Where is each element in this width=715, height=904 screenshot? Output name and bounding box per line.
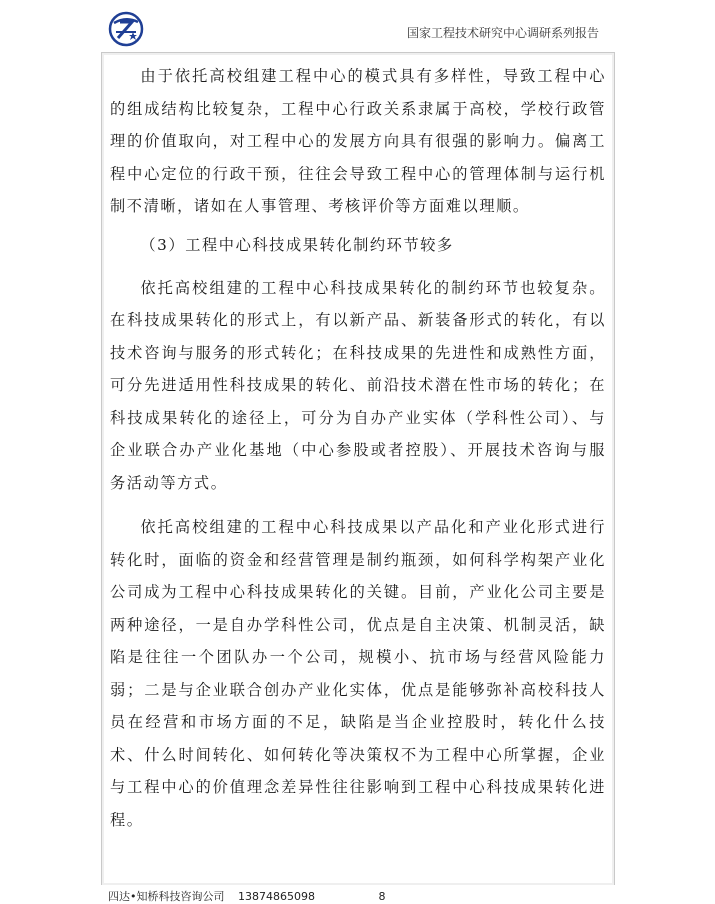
report-series-title: 国家工程技术研究中心调研系列报告 xyxy=(406,26,599,40)
page-header xyxy=(0,0,715,48)
page-number: 8 xyxy=(378,890,386,903)
paragraph-industrialization: 依托高校组建的工程中心科技成果以产品化和产业化形式进行转化时，面临的资金和经营管理是制约瓶颈，如何科学构架产业化公司成为工程中心科技成果转化的关键。目前，产业化公司主要是两种途径，一是自办学科性公司，优点是自主决策、机制灵活，缺陷是往往一个团队办一个公司，规模小、抗市场与经营风险能力弱；二是与企业联合创办产业化实体，优点是能够弥补高校科技人员在经营和市场方面的不足，缺陷是当企业控股时，转化什么技术、什么时间转化、如何转化等决策权不为工程中心所掌握，企业与工程中心的价值理念差异性往往影响到工程中心科技成果转化进程。 xyxy=(110,518,606,829)
section-subheading: （3）工程中心科技成果转化制约环节较多 xyxy=(140,235,454,254)
paragraph-transfer-forms: 依托高校组建的工程中心科技成果转化的制约环节也较复杂。在科技成果转化的形式上，有以新产品、新装备形式的转化，有以技术咨询与服务的形式转化；在科技成果的先进性和成熟性方面，可分先进适用性科技成果的转化、前沿技术潜在性市场的转化；在科技成果转化的途径上，可分为自办产业实体（学科性公司）、与企业联合办产业化基地（中心参股或者控股）、开展技术咨询与服务活动等方式。 xyxy=(110,278,606,492)
footer-phone: 13874865098 xyxy=(238,890,315,903)
paragraph-administrative-influence: 由于依托高校组建工程中心的模式具有多样性，导致工程中心的组成结构比较复杂，工程中心行政关系隶属于高校，学校行政管理的价值取向，对工程中心的发展方向具有很强的影响力。偏离工程中心定位的行政干预，往往会导致工程中心的管理体制与运行机制不清晰，诸如在人事管理、考核评价等方面难以理顺。 xyxy=(110,67,606,215)
company-logo xyxy=(108,10,146,48)
document-body xyxy=(110,60,606,836)
footer-company: 四达•知桥科技咨询公司 xyxy=(108,890,225,903)
